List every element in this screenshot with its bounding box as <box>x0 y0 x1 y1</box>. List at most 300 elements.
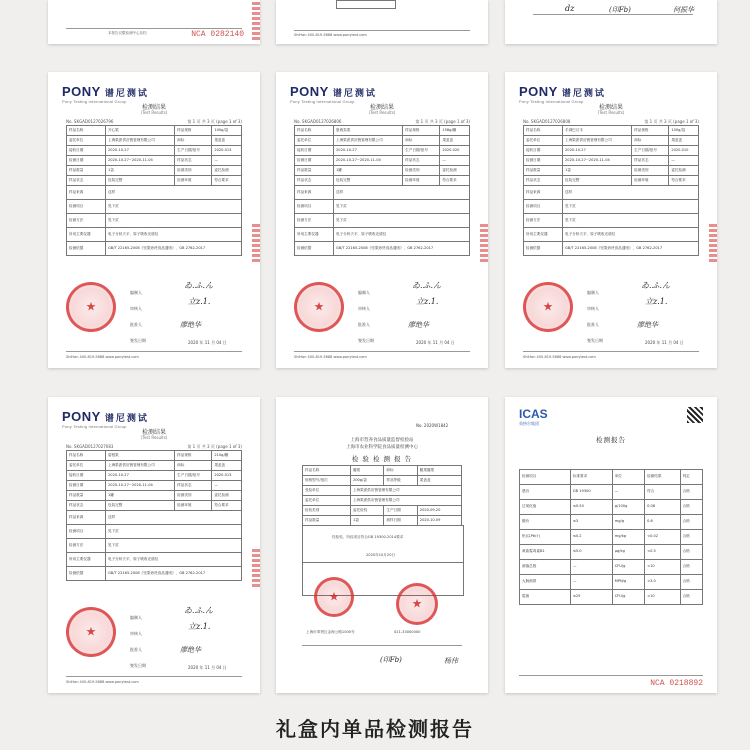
table-cell: 标准要求 <box>570 470 612 485</box>
table-row <box>295 126 470 136</box>
table-row <box>520 530 703 545</box>
table-cell: mg/g <box>612 515 644 530</box>
table-row <box>67 156 242 166</box>
table-cell: — <box>669 156 699 166</box>
icas-table <box>519 469 703 605</box>
table-cell: 符合要求 <box>212 501 242 511</box>
pony-logo-text: PONY <box>290 84 329 99</box>
table-cell: 电子分析天平、原子吸收光谱仪 <box>106 553 242 567</box>
report-number: No. SKGAD0127026806 <box>294 119 342 124</box>
table-cell: 1罐 <box>334 166 403 176</box>
top-left-footer: 本报告仅限检测中心存档 <box>108 31 147 35</box>
table-cell: 合格 <box>680 560 702 575</box>
red-seal: ★ <box>66 607 116 657</box>
pony-logo-sub: Pony Testing International Group <box>290 99 355 104</box>
report-page: 第 1 页 共 3 页 (page 1 of 3) <box>187 444 242 449</box>
table-cell: 到样日期 <box>384 516 417 526</box>
table-cell: 0.08 <box>645 500 681 515</box>
table-row <box>295 156 470 166</box>
table-row <box>295 146 470 156</box>
table-cell: g/100g <box>612 500 644 515</box>
table-row <box>295 186 470 200</box>
table-cell: 符合要求 <box>440 176 470 186</box>
table-cell: 上海果派供应链管理有限公司 <box>350 496 461 506</box>
table-cell: 1袋 <box>350 516 383 526</box>
table-cell: 腰果 <box>350 466 383 476</box>
report-subtitle: (Test Results) <box>140 435 168 440</box>
table-cell: 100g/袋 <box>669 126 699 136</box>
table-cell: — <box>212 481 242 491</box>
pony-logo-text: PONY <box>519 84 558 99</box>
table-row <box>303 476 462 486</box>
table-cell: 手剥巴旦木 <box>563 126 632 136</box>
top-left-code: NCA 0282140 <box>191 30 244 39</box>
table-cell: 检测方法 <box>67 214 106 228</box>
table-cell: 2020-10-27 <box>106 471 175 481</box>
table-cell: 所用主要仪器 <box>67 228 106 242</box>
report-subtitle: (Test Results) <box>140 110 168 115</box>
gov-issue-date: 2020年10月20日 <box>366 553 396 557</box>
table-cell: 样品名称 <box>67 126 106 136</box>
table-row <box>520 485 703 500</box>
table-cell: 样品来源 <box>295 186 334 200</box>
table-cell: 样品数量 <box>524 166 563 176</box>
icas-logo-sub: 英格尔集团 <box>519 421 539 426</box>
gov-org2: 上海市农业科学院食品质量检测中心 <box>346 445 418 450</box>
gov-report-no: No. 2020W1842 <box>416 423 449 428</box>
table-cell: 样品名称 <box>524 126 563 136</box>
table-row <box>67 176 242 186</box>
issue-date-label: 签发日期 <box>130 338 146 343</box>
pony-logo-cn: 谱尼测试 <box>104 413 149 423</box>
table-cell: 送样 <box>106 511 242 525</box>
table-cell: 商标 <box>403 136 440 146</box>
table-cell: 见下页 <box>106 525 242 539</box>
table-row <box>295 166 470 176</box>
report-footer: ShiHan 400-819-5688 www.ponytest.com <box>66 680 139 684</box>
table-cell: 合格 <box>680 545 702 560</box>
issue-date: 2020 年 11 月 04 日 <box>645 340 684 345</box>
issue-date-label: 签发日期 <box>587 338 603 343</box>
table-cell: — <box>440 156 470 166</box>
table-cell: 合格 <box>680 515 702 530</box>
table-cell: 大肠菌群 <box>520 575 571 590</box>
table-cell: mg/kg <box>612 530 644 545</box>
table-cell: 样品来源 <box>67 186 106 200</box>
icas-code: NCA 0218892 <box>650 679 703 688</box>
table-row <box>67 228 242 242</box>
table-row <box>524 186 699 200</box>
report-subtitle: (Test Results) <box>368 110 396 115</box>
table-cell: 生产日期/批号 <box>403 146 440 156</box>
table-cell: — <box>212 156 242 166</box>
seal-strip <box>252 222 260 262</box>
table-cell: 委托单位 <box>303 496 351 506</box>
table-cell: 生产日期/批号 <box>175 146 212 156</box>
issue-date: 2020 年 11 月 04 日 <box>188 665 227 670</box>
table-cell: 委托检测 <box>212 491 242 501</box>
qr-code-icon <box>687 407 703 423</box>
seal-strip <box>709 222 717 262</box>
table-row <box>524 242 699 256</box>
gov-table <box>302 465 462 526</box>
table-cell: 样品等级 <box>384 476 417 486</box>
table-cell: 检测日期 <box>67 156 106 166</box>
table-cell: 210g/罐 <box>212 451 242 461</box>
table-cell: 样品名称 <box>295 126 334 136</box>
table-cell: 菌落总数 <box>520 560 571 575</box>
table-row <box>67 539 242 553</box>
table-cell: 所用主要仪器 <box>295 228 334 242</box>
report-title: 检测结果 <box>141 104 166 111</box>
table-cell: 见下页 <box>106 200 242 214</box>
table-cell: MPN/g <box>612 575 644 590</box>
table-row <box>67 525 242 539</box>
table-cell: 检测依据 <box>67 567 106 581</box>
table-row <box>303 486 462 496</box>
table-cell: 果盖盖 <box>440 136 470 146</box>
table-cell: 合格 <box>680 590 702 605</box>
table-cell: 接收日期 <box>524 146 563 156</box>
table-cell: 果盖盖 <box>212 136 242 146</box>
table-cell: 检测类别 <box>632 166 669 176</box>
issue-date: 2020 年 11 月 04 日 <box>188 340 227 345</box>
table-row <box>67 471 242 481</box>
table-row <box>67 200 242 214</box>
pony-logo-cn: 谱尼测试 <box>561 88 606 98</box>
table-cell: 2020.020 <box>440 146 470 156</box>
table-cell: 见下页 <box>563 214 699 228</box>
pony-logo-text: PONY <box>62 84 101 99</box>
table-cell: 单位 <box>612 470 644 485</box>
table-cell: 样品数量 <box>67 166 106 176</box>
table-cell: 检测类别 <box>175 491 212 501</box>
icas-title: 检测报告 <box>596 436 626 444</box>
table-cell: 样品数量 <box>295 166 334 176</box>
table-cell: <0.02 <box>645 530 681 545</box>
report-page: 第 1 页 共 3 页 (page 1 of 3) <box>187 119 242 124</box>
report-title: 检测结果 <box>369 104 394 111</box>
table-cell: 委托检验 <box>350 506 383 516</box>
table-cell: 检测环境 <box>175 501 212 511</box>
table-cell: 委托检测 <box>669 166 699 176</box>
top-middle-footer: ShiHan 400-819-5688 www.ponytest.com <box>294 33 367 37</box>
table-cell: 样品状态 <box>67 176 106 186</box>
gov-conclusion: 经检验，所检项目符合GB 19300-2014要求 <box>332 535 404 539</box>
table-cell: 上海果派供应链管理有限公司 <box>350 486 461 496</box>
table-cell: 样品名称 <box>303 466 351 476</box>
table-cell: ≤3 <box>570 515 612 530</box>
results-table <box>294 125 470 256</box>
table-cell: <10 <box>645 560 681 575</box>
table-cell: 2020.013 <box>212 146 242 156</box>
table-cell: 判定 <box>680 470 702 485</box>
table-row <box>524 156 699 166</box>
report-page: 第 1 页 共 3 页 (page 1 of 3) <box>644 119 699 124</box>
table-cell: 委托单位 <box>67 461 106 471</box>
table-cell: 2020-10-27~2020-11-04 <box>106 481 175 491</box>
table-cell: 果盖盖 <box>669 136 699 146</box>
table-cell: CFU/g <box>612 560 644 575</box>
table-cell: 上海果派供应链管理有限公司 <box>334 136 403 146</box>
pony-logo <box>62 84 149 104</box>
table-row <box>520 560 703 575</box>
table-cell: — <box>570 560 612 575</box>
table-row <box>524 228 699 242</box>
table-row <box>524 214 699 228</box>
gov-report-card: No. 2020W1842 上海市营养食品质量监督检验站 上海市农业科学院食品质量检测中心 检 验 检 测 报 告 样品名称 腰果 商标 腰果腰果 规格型号/批次 200g/袋 样品等级 果盖盖 受检单位 上海果派供应链管理有限公司 委托单位 上海果派供应链管理有限公司 检验类别 委托检验 生产日期 2020.09.20 样品数量 1袋 到样日期 2020.10.09 经检验，所检项目符合GB 19300-2014要求 2020年10月20日 ★ ★ 上海市奉贤区金海公路1000号 021-33000000 (印Fb) 杨伟 <box>276 397 488 693</box>
table-cell: 委托单位 <box>295 136 334 146</box>
table-row <box>303 466 462 476</box>
pony-logo-text: PONY <box>62 409 101 424</box>
table-row <box>520 545 703 560</box>
signer-approved: 批准人 <box>130 322 142 327</box>
table-row <box>67 242 242 256</box>
table-row <box>524 136 699 146</box>
table-row <box>295 242 470 256</box>
table-cell: 2020-10-27~2020-11-04 <box>334 156 403 166</box>
table-cell: 委托检测 <box>212 166 242 176</box>
table-cell: 委托单位 <box>524 136 563 146</box>
table-cell: 样品状态 <box>175 156 212 166</box>
table-cell: 样品数量 <box>67 491 106 501</box>
table-cell: ≤0.50 <box>570 500 612 515</box>
table-cell: 合格 <box>680 485 702 500</box>
table-cell: 样品状态 <box>524 176 563 186</box>
table-cell: 2020-10-27 <box>106 146 175 156</box>
icas-logo: ICAS <box>519 407 548 421</box>
table-cell: 检测依据 <box>524 242 563 256</box>
results-table <box>66 450 242 581</box>
table-cell: 商标 <box>632 136 669 146</box>
table-cell: 果盖盖 <box>417 476 461 486</box>
top-report-strip-middle <box>276 0 488 44</box>
table-cell: GB/T 22165-2008《坚果炒货食品通则》、GB 2762-2017 <box>334 242 470 256</box>
table-row <box>67 186 242 200</box>
signer-approved: 批准人 <box>587 322 599 327</box>
table-cell: 检测依据 <box>67 242 106 256</box>
table-cell: 检测项目 <box>67 525 106 539</box>
table-row <box>303 496 462 506</box>
table-cell: 所用主要仪器 <box>67 553 106 567</box>
table-cell: 检测项目 <box>67 200 106 214</box>
red-seal: ★ <box>66 282 116 332</box>
table-cell: 2020-10-27~2020-11-04 <box>563 156 632 166</box>
table-cell: 样品状态 <box>295 176 334 186</box>
table-cell: 见下页 <box>106 214 242 228</box>
table-cell: 2020.09.20 <box>417 506 461 516</box>
signer-compiled: 编制人 <box>587 290 599 295</box>
table-row <box>303 516 462 526</box>
table-row <box>67 126 242 136</box>
table-cell: 合格 <box>680 530 702 545</box>
table-cell: 生产日期/批号 <box>175 471 212 481</box>
table-cell: 黄曲霉毒素B1 <box>520 545 571 560</box>
table-cell: 送样 <box>334 186 470 200</box>
report-footer: ShiHan 400-819-5688 www.ponytest.com <box>523 355 596 359</box>
table-cell: 规格型号/批次 <box>303 476 351 486</box>
pony-logo-sub: Pony Testing International Group <box>62 424 127 429</box>
table-cell: 检测类别 <box>175 166 212 176</box>
signer-checked: 审核人 <box>130 306 142 311</box>
table-row <box>524 166 699 176</box>
table-cell: 样品名称 <box>67 451 106 461</box>
table-cell: 样品状态 <box>403 156 440 166</box>
signer-checked: 审核人 <box>587 306 599 311</box>
table-cell: 包装完整 <box>563 176 632 186</box>
table-cell: 样品数量 <box>303 516 351 526</box>
table-cell: 上海果派供应链管理有限公司 <box>106 461 175 471</box>
table-cell: 检测方法 <box>295 214 334 228</box>
pony-logo-sub: Pony Testing International Group <box>519 99 584 104</box>
icas-report-card <box>505 397 717 693</box>
table-cell: 碧根果 <box>106 451 175 461</box>
pony-logo <box>290 84 377 104</box>
table-cell: 检测方法 <box>524 214 563 228</box>
signer-approved: 批准人 <box>358 322 370 327</box>
pony-logo-cn: 谱尼测试 <box>332 88 377 98</box>
report-number: No. SKGAD0127026808 <box>523 119 571 124</box>
top-right-signature: 何振华 <box>673 6 694 14</box>
table-cell: 样品状态 <box>67 501 106 511</box>
table-cell: 样品规格 <box>175 126 212 136</box>
table-cell: 检测日期 <box>295 156 334 166</box>
table-cell: 见下页 <box>334 214 470 228</box>
table-cell: 电子分析天平、原子吸收光谱仪 <box>334 228 470 242</box>
table-cell: 委托检测 <box>440 166 470 176</box>
red-seal: ★ <box>396 583 438 625</box>
table-cell: 铅(以Pb计) <box>520 530 571 545</box>
pony-report-card: PONY 谱尼测试 Pony Testing International Group 检测结果 (Test Results) No. SKGAD0127026796 第 1 页 共 3 页 (page 1 of 3) 样品名称 开心果 样品规格 100g/袋 委托单位 上海果派供应链管理有限公司 商标 果盖盖 接收日期 2020-10-27 生产日期/批号 2020.013 检测日期 2020-10-27~2020-11-04 样品状态 — 样品数量 1袋 检测类别 委托检测 样品状态 包装完整 检测环境 符合要求 样品来源 送样 检测项目 见下页 检测方法 见下页 所用主要仪器 电子分析天平、原子吸收光谱仪 检测依据 GB/T 22165-2008《坚果炒货食品通则》、GB 2762-2017 ★ 编制人 审核人 批准人 签发日期 2020 年 11 月 04 日 ゐ.ふ.ん 立z.1. 廖绝华 ShiHan 400-819-5688 www.ponytest.com <box>48 72 260 368</box>
table-cell: 1袋 <box>563 166 632 176</box>
table-cell: 2020-10-27 <box>563 146 632 156</box>
gov-address: 上海市奉贤区金海公路1000号 <box>306 630 355 634</box>
table-row <box>524 126 699 136</box>
table-cell: 0.6 <box>645 515 681 530</box>
table-cell: 酸价 <box>520 515 571 530</box>
table-cell: 检测方法 <box>67 539 106 553</box>
table-row <box>67 501 242 511</box>
table-row <box>67 567 242 581</box>
report-number: No. SKGAD0127027083 <box>66 444 114 449</box>
table-row <box>520 575 703 590</box>
table-cell: 合格 <box>680 500 702 515</box>
table-cell: 上海果派供应链管理有限公司 <box>563 136 632 146</box>
table-cell: 符合 <box>645 485 681 500</box>
pony-report-card: PONY 谱尼测试 Pony Testing International Group 检测结果 (Test Results) No. SKGAD0127026806 第 1 页 共 3 页 (page 1 of 3) 样品名称 夏威夷果 样品规格 158g/罐 委托单位 上海果派供应链管理有限公司 商标 果盖盖 接收日期 2020-10-27 生产日期/批号 2020.020 检测日期 2020-10-27~2020-11-04 样品状态 — 样品数量 1罐 检测类别 委托检测 样品状态 包装完整 检测环境 符合要求 样品来源 送样 检测项目 见下页 检测方法 见下页 所用主要仪器 电子分析天平、原子吸收光谱仪 检测依据 GB/T 22165-2008《坚果炒货食品通则》、GB 2762-2017 ★ 编制人 审核人 批准人 签发日期 2020 年 11 月 04 日 ゐ.ふ.ん 立z.1. 廖绝华 ShiHan 400-819-5688 www.ponytest.com <box>276 72 488 368</box>
gov-phone: 021-33000000 <box>394 630 421 634</box>
table-cell: 2020-10-27 <box>334 146 403 156</box>
table-cell: 200g/袋 <box>350 476 383 486</box>
table-cell: 夏威夷果 <box>334 126 403 136</box>
table-cell: 样品规格 <box>403 126 440 136</box>
seal-strip <box>252 0 260 40</box>
table-cell: 霉菌 <box>520 590 571 605</box>
table-cell: 见下页 <box>334 200 470 214</box>
table-cell: 电子分析天平、原子吸收光谱仪 <box>106 228 242 242</box>
table-cell: 感官 <box>520 485 571 500</box>
top-report-strip-left <box>48 0 260 44</box>
seal-strip <box>252 547 260 587</box>
table-cell: 158g/罐 <box>440 126 470 136</box>
table-cell: 检测项目 <box>524 200 563 214</box>
table-row <box>520 500 703 515</box>
table-row <box>67 136 242 146</box>
table-cell: 生产日期 <box>384 506 417 516</box>
table-row <box>67 511 242 525</box>
report-subtitle: (Test Results) <box>597 110 625 115</box>
table-cell: 2020.10.09 <box>417 516 461 526</box>
table-cell: 符合要求 <box>669 176 699 186</box>
signer-compiled: 编制人 <box>130 615 142 620</box>
table-cell: CFU/g <box>612 590 644 605</box>
issue-date-label: 签发日期 <box>130 663 146 668</box>
table-cell: <3.0 <box>645 575 681 590</box>
table-row <box>524 146 699 156</box>
table-cell: 样品规格 <box>175 451 212 461</box>
table-cell: GB 19300 <box>570 485 612 500</box>
issue-date: 2020 年 11 月 04 日 <box>416 340 455 345</box>
table-row <box>67 146 242 156</box>
table-cell: 包装完整 <box>106 176 175 186</box>
gov-title: 检 验 检 测 报 告 <box>351 455 413 463</box>
table-cell: 果盖盖 <box>212 461 242 471</box>
table-cell: 见下页 <box>106 539 242 553</box>
table-cell: 检测日期 <box>67 481 106 491</box>
table-row <box>520 470 703 485</box>
table-cell: 2020-10-27~2020-11-04 <box>106 156 175 166</box>
report-title: 检测结果 <box>598 104 623 111</box>
table-cell: 100g/袋 <box>212 126 242 136</box>
signer-checked: 审核人 <box>130 631 142 636</box>
table-cell: — <box>570 575 612 590</box>
table-row <box>303 506 462 516</box>
table-row <box>67 214 242 228</box>
gov-org: 上海市营养食品质量监督检验站 <box>350 438 414 443</box>
table-cell: 送样 <box>106 186 242 200</box>
table-cell: 包装完整 <box>106 501 175 511</box>
table-row <box>295 228 470 242</box>
table-cell: ≤25 <box>570 590 612 605</box>
report-page: 第 1 页 共 3 页 (page 1 of 3) <box>415 119 470 124</box>
pony-logo <box>519 84 606 104</box>
signer-checked: 审核人 <box>358 306 370 311</box>
red-seal: ★ <box>523 282 573 332</box>
table-cell: 接收日期 <box>67 146 106 156</box>
table-cell: 生产日期/批号 <box>632 146 669 156</box>
table-cell: 1袋 <box>106 166 175 176</box>
table-cell: 2020.010 <box>669 146 699 156</box>
table-cell: 检测结果 <box>645 470 681 485</box>
table-cell: GB/T 22165-2008《坚果炒货食品通则》、GB 2762-2017 <box>106 567 242 581</box>
table-cell: 样品规格 <box>632 126 669 136</box>
table-cell: 检测环境 <box>632 176 669 186</box>
table-cell: GB/T 22165-2008《坚果炒货食品通则》、GB 2762-2017 <box>563 242 699 256</box>
pony-logo-sub: Pony Testing International Group <box>62 99 127 104</box>
report-number: No. SKGAD0127026796 <box>66 119 114 124</box>
table-cell: 送样 <box>563 186 699 200</box>
table-cell: ≤5.0 <box>570 545 612 560</box>
table-cell: 商标 <box>175 136 212 146</box>
report-footer: ShiHan 400-819-5688 www.ponytest.com <box>294 355 367 359</box>
table-cell: 检测依据 <box>295 242 334 256</box>
table-row <box>524 176 699 186</box>
pony-report-card: PONY 谱尼测试 Pony Testing International Group 检测结果 (Test Results) No. SKGAD0127026808 第 1 页 共 3 页 (page 1 of 3) 样品名称 手剥巴旦木 样品规格 100g/袋 委托单位 上海果派供应链管理有限公司 商标 果盖盖 接收日期 2020-10-27 生产日期/批号 2020.010 检测日期 2020-10-27~2020-11-04 样品状态 — 样品数量 1袋 检测类别 委托检测 样品状态 包装完整 检测环境 符合要求 样品来源 送样 检测项目 见下页 检测方法 见下页 所用主要仪器 电子分析天平、原子吸收光谱仪 检测依据 GB/T 22165-2008《坚果炒货食品通则》、GB 2762-2017 ★ 编制人 审核人 批准人 签发日期 2020 年 11 月 04 日 ゐ.ふ.ん 立z.1. 廖绝华 ShiHan 400-819-5688 www.ponytest.com <box>505 72 717 368</box>
results-table <box>66 125 242 256</box>
table-cell: 样品来源 <box>67 511 106 525</box>
issue-date-label: 签发日期 <box>358 338 374 343</box>
signer-compiled: 编制人 <box>130 290 142 295</box>
